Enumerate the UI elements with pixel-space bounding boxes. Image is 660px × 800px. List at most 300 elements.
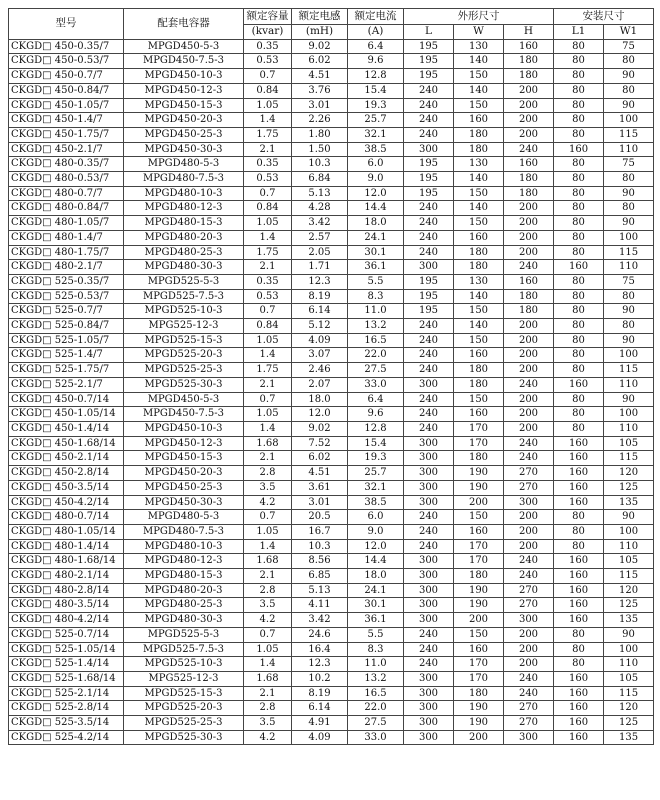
header-current: 额定电流 xyxy=(348,9,404,25)
cell-dim-h: 180 xyxy=(504,304,554,319)
cell-mount-l1: 160 xyxy=(554,686,604,701)
cell-capacitor: MPGD525-20-3 xyxy=(124,701,244,716)
cell-mount-l1: 160 xyxy=(554,701,604,716)
cell-mount-w1: 75 xyxy=(604,274,654,289)
cell-mount-l1: 80 xyxy=(554,642,604,657)
unit-capacity: (kvar) xyxy=(244,25,292,40)
cell-dim-h: 200 xyxy=(504,245,554,260)
cell-dim-w: 180 xyxy=(454,127,504,142)
cell-capacitor: MPGD450-7.5-3 xyxy=(124,54,244,69)
cell-dim-l: 300 xyxy=(404,686,454,701)
cell-model: CKGD□ 450-0.7/14 xyxy=(9,392,124,407)
cell-current: 9.0 xyxy=(348,524,404,539)
cell-model: CKGD□ 525-0.84/7 xyxy=(9,319,124,334)
cell-dim-w: 170 xyxy=(454,671,504,686)
cell-model: CKGD□ 525-4.2/14 xyxy=(9,730,124,745)
cell-mount-w1: 90 xyxy=(604,510,654,525)
cell-mount-l1: 160 xyxy=(554,466,604,481)
cell-capacity: 0.53 xyxy=(244,54,292,69)
table-row xyxy=(9,333,654,348)
cell-capacity: 0.7 xyxy=(244,69,292,84)
cell-dim-w: 160 xyxy=(454,407,504,422)
cell-capacitor: MPGD480-30-3 xyxy=(124,260,244,275)
table-row xyxy=(9,289,654,304)
cell-current: 16.5 xyxy=(348,686,404,701)
cell-dim-w: 130 xyxy=(454,274,504,289)
cell-dim-h: 200 xyxy=(504,421,554,436)
cell-inductance: 3.01 xyxy=(292,98,348,113)
cell-dim-w: 160 xyxy=(454,230,504,245)
cell-model: CKGD□ 480-0.7/7 xyxy=(9,186,124,201)
cell-capacity: 0.53 xyxy=(244,289,292,304)
cell-dim-h: 270 xyxy=(504,716,554,731)
cell-dim-w: 150 xyxy=(454,98,504,113)
cell-mount-w1: 135 xyxy=(604,730,654,745)
cell-mount-l1: 80 xyxy=(554,348,604,363)
cell-capacitor: MPGD480-15-3 xyxy=(124,216,244,231)
cell-dim-l: 195 xyxy=(404,304,454,319)
cell-capacitor: MPGD480-7.5-3 xyxy=(124,172,244,187)
cell-dim-l: 300 xyxy=(404,260,454,275)
cell-capacitor: MPGD450-12-3 xyxy=(124,436,244,451)
cell-mount-w1: 90 xyxy=(604,333,654,348)
cell-dim-h: 240 xyxy=(504,686,554,701)
table-row xyxy=(9,730,654,745)
cell-dim-l: 240 xyxy=(404,363,454,378)
cell-capacity: 3.5 xyxy=(244,480,292,495)
table-row xyxy=(9,69,654,84)
cell-dim-h: 200 xyxy=(504,230,554,245)
cell-capacitor: MPGD450-5-3 xyxy=(124,39,244,54)
cell-inductance: 4.28 xyxy=(292,201,348,216)
cell-model: CKGD□ 450-0.7/7 xyxy=(9,69,124,84)
table-row xyxy=(9,274,654,289)
table-row xyxy=(9,363,654,378)
cell-model: CKGD□ 450-0.84/7 xyxy=(9,83,124,98)
cell-mount-l1: 80 xyxy=(554,363,604,378)
cell-capacity: 0.84 xyxy=(244,83,292,98)
cell-inductance: 9.02 xyxy=(292,421,348,436)
cell-dim-w: 140 xyxy=(454,54,504,69)
cell-dim-w: 140 xyxy=(454,289,504,304)
cell-dim-w: 150 xyxy=(454,304,504,319)
cell-capacity: 0.7 xyxy=(244,186,292,201)
cell-mount-w1: 90 xyxy=(604,627,654,642)
cell-mount-l1: 80 xyxy=(554,407,604,422)
cell-mount-w1: 110 xyxy=(604,539,654,554)
table-header xyxy=(9,9,654,40)
cell-mount-l1: 80 xyxy=(554,83,604,98)
header-inductance: 额定电感 xyxy=(292,9,348,25)
cell-dim-h: 200 xyxy=(504,319,554,334)
cell-dim-l: 300 xyxy=(404,613,454,628)
cell-model: CKGD□ 450-1.4/7 xyxy=(9,113,124,128)
cell-inductance: 16.7 xyxy=(292,524,348,539)
cell-capacitor: MPGD450-7.5-3 xyxy=(124,407,244,422)
cell-mount-l1: 160 xyxy=(554,142,604,157)
cell-dim-h: 180 xyxy=(504,69,554,84)
cell-dim-w: 150 xyxy=(454,216,504,231)
cell-dim-h: 200 xyxy=(504,539,554,554)
cell-capacity: 2.8 xyxy=(244,466,292,481)
table-row xyxy=(9,407,654,422)
cell-inductance: 7.52 xyxy=(292,436,348,451)
cell-mount-l1: 80 xyxy=(554,172,604,187)
cell-mount-l1: 80 xyxy=(554,289,604,304)
table-row xyxy=(9,377,654,392)
cell-dim-l: 240 xyxy=(404,421,454,436)
header-mounting: 安装尺寸 xyxy=(554,9,654,25)
cell-dim-w: 130 xyxy=(454,39,504,54)
table-row xyxy=(9,627,654,642)
cell-inductance: 8.56 xyxy=(292,554,348,569)
table-row xyxy=(9,495,654,510)
header-mount-w1: W1 xyxy=(604,25,654,40)
cell-dim-w: 190 xyxy=(454,598,504,613)
table-row xyxy=(9,201,654,216)
cell-dim-w: 140 xyxy=(454,172,504,187)
cell-mount-w1: 100 xyxy=(604,230,654,245)
cell-current: 16.5 xyxy=(348,333,404,348)
cell-mount-w1: 80 xyxy=(604,172,654,187)
cell-dim-w: 140 xyxy=(454,201,504,216)
cell-model: CKGD□ 480-1.4/7 xyxy=(9,230,124,245)
cell-dim-l: 300 xyxy=(404,495,454,510)
cell-capacity: 1.68 xyxy=(244,554,292,569)
cell-current: 9.6 xyxy=(348,54,404,69)
cell-dim-h: 200 xyxy=(504,627,554,642)
cell-dim-w: 190 xyxy=(454,701,504,716)
cell-mount-l1: 80 xyxy=(554,421,604,436)
cell-capacitor: MPGD450-15-3 xyxy=(124,98,244,113)
cell-capacitor: MPGD450-5-3 xyxy=(124,392,244,407)
cell-capacitor: MPGD450-30-3 xyxy=(124,495,244,510)
cell-model: CKGD□ 480-1.68/14 xyxy=(9,554,124,569)
table-row xyxy=(9,569,654,584)
cell-mount-w1: 110 xyxy=(604,260,654,275)
cell-dim-h: 270 xyxy=(504,701,554,716)
cell-inductance: 9.02 xyxy=(292,39,348,54)
cell-inductance: 2.05 xyxy=(292,245,348,260)
cell-mount-w1: 100 xyxy=(604,113,654,128)
cell-capacitor: MPGD480-12-3 xyxy=(124,201,244,216)
cell-model: CKGD□ 450-1.4/14 xyxy=(9,421,124,436)
header-capacitor: 配套电容器 xyxy=(124,9,244,40)
cell-model: CKGD□ 525-1.05/14 xyxy=(9,642,124,657)
cell-mount-w1: 80 xyxy=(604,83,654,98)
cell-model: CKGD□ 525-2.8/14 xyxy=(9,701,124,716)
cell-inductance: 24.6 xyxy=(292,627,348,642)
cell-inductance: 5.13 xyxy=(292,583,348,598)
cell-mount-l1: 80 xyxy=(554,157,604,172)
cell-dim-l: 195 xyxy=(404,172,454,187)
cell-current: 12.8 xyxy=(348,421,404,436)
cell-capacity: 1.4 xyxy=(244,113,292,128)
cell-current: 13.2 xyxy=(348,671,404,686)
cell-capacitor: MPGD525-30-3 xyxy=(124,730,244,745)
cell-current: 6.0 xyxy=(348,510,404,525)
cell-mount-w1: 115 xyxy=(604,451,654,466)
cell-mount-w1: 100 xyxy=(604,348,654,363)
cell-current: 38.5 xyxy=(348,142,404,157)
cell-mount-w1: 75 xyxy=(604,39,654,54)
cell-inductance: 12.0 xyxy=(292,407,348,422)
cell-model: CKGD□ 480-1.75/7 xyxy=(9,245,124,260)
cell-mount-w1: 135 xyxy=(604,613,654,628)
cell-capacity: 2.1 xyxy=(244,451,292,466)
cell-dim-h: 200 xyxy=(504,524,554,539)
cell-capacity: 0.35 xyxy=(244,39,292,54)
cell-dim-h: 200 xyxy=(504,201,554,216)
cell-dim-w: 150 xyxy=(454,333,504,348)
cell-mount-w1: 105 xyxy=(604,436,654,451)
cell-capacitor: MPGD525-7.5-3 xyxy=(124,289,244,304)
table-row xyxy=(9,539,654,554)
cell-capacity: 1.4 xyxy=(244,539,292,554)
cell-dim-l: 300 xyxy=(404,569,454,584)
cell-capacity: 0.7 xyxy=(244,627,292,642)
cell-mount-l1: 80 xyxy=(554,201,604,216)
cell-mount-l1: 80 xyxy=(554,54,604,69)
cell-mount-w1: 90 xyxy=(604,216,654,231)
cell-mount-l1: 160 xyxy=(554,451,604,466)
cell-inductance: 12.3 xyxy=(292,274,348,289)
table-row xyxy=(9,319,654,334)
cell-mount-w1: 115 xyxy=(604,569,654,584)
table-row xyxy=(9,54,654,69)
cell-dim-l: 240 xyxy=(404,98,454,113)
cell-dim-w: 170 xyxy=(454,421,504,436)
cell-mount-w1: 80 xyxy=(604,289,654,304)
cell-mount-w1: 125 xyxy=(604,598,654,613)
cell-current: 25.7 xyxy=(348,113,404,128)
table-row xyxy=(9,142,654,157)
cell-inductance: 6.14 xyxy=(292,701,348,716)
cell-model: CKGD□ 525-1.4/7 xyxy=(9,348,124,363)
cell-dim-l: 195 xyxy=(404,274,454,289)
cell-current: 19.3 xyxy=(348,98,404,113)
cell-dim-l: 300 xyxy=(404,377,454,392)
cell-current: 30.1 xyxy=(348,245,404,260)
cell-capacitor: MPG525-12-3 xyxy=(124,319,244,334)
cell-capacity: 1.05 xyxy=(244,98,292,113)
cell-capacitor: MPGD480-5-3 xyxy=(124,510,244,525)
cell-dim-l: 300 xyxy=(404,554,454,569)
cell-dim-l: 195 xyxy=(404,39,454,54)
table-row xyxy=(9,421,654,436)
cell-dim-w: 150 xyxy=(454,510,504,525)
cell-current: 6.0 xyxy=(348,157,404,172)
cell-dim-w: 200 xyxy=(454,730,504,745)
table-row xyxy=(9,466,654,481)
cell-dim-l: 240 xyxy=(404,657,454,672)
cell-current: 5.5 xyxy=(348,274,404,289)
cell-mount-l1: 80 xyxy=(554,245,604,260)
cell-capacitor: MPGD525-20-3 xyxy=(124,348,244,363)
cell-dim-l: 195 xyxy=(404,69,454,84)
cell-mount-w1: 80 xyxy=(604,54,654,69)
cell-mount-w1: 125 xyxy=(604,716,654,731)
cell-dim-w: 150 xyxy=(454,392,504,407)
cell-inductance: 6.84 xyxy=(292,172,348,187)
cell-current: 12.0 xyxy=(348,186,404,201)
cell-mount-l1: 160 xyxy=(554,554,604,569)
cell-capacitor: MPGD450-20-3 xyxy=(124,113,244,128)
cell-mount-w1: 90 xyxy=(604,186,654,201)
cell-model: CKGD□ 480-0.84/7 xyxy=(9,201,124,216)
cell-dim-w: 140 xyxy=(454,83,504,98)
cell-mount-w1: 115 xyxy=(604,127,654,142)
cell-model: CKGD□ 450-1.68/14 xyxy=(9,436,124,451)
cell-mount-l1: 160 xyxy=(554,377,604,392)
cell-mount-w1: 110 xyxy=(604,142,654,157)
cell-mount-l1: 160 xyxy=(554,480,604,495)
cell-dim-h: 200 xyxy=(504,333,554,348)
cell-current: 22.0 xyxy=(348,348,404,363)
header-mount-l1: L1 xyxy=(554,25,604,40)
cell-mount-l1: 80 xyxy=(554,127,604,142)
table-row xyxy=(9,304,654,319)
cell-inductance: 10.3 xyxy=(292,539,348,554)
cell-dim-h: 200 xyxy=(504,348,554,363)
cell-dim-h: 200 xyxy=(504,363,554,378)
cell-dim-w: 190 xyxy=(454,583,504,598)
cell-capacitor: MPGD480-5-3 xyxy=(124,157,244,172)
table-row xyxy=(9,510,654,525)
cell-current: 33.0 xyxy=(348,730,404,745)
cell-dim-h: 240 xyxy=(504,671,554,686)
cell-capacity: 2.8 xyxy=(244,701,292,716)
cell-dim-w: 150 xyxy=(454,627,504,642)
cell-dim-h: 160 xyxy=(504,157,554,172)
cell-mount-l1: 80 xyxy=(554,39,604,54)
cell-dim-l: 300 xyxy=(404,142,454,157)
cell-mount-w1: 75 xyxy=(604,157,654,172)
cell-capacitor: MPGD450-10-3 xyxy=(124,421,244,436)
cell-capacitor: MPG525-12-3 xyxy=(124,671,244,686)
cell-inductance: 2.57 xyxy=(292,230,348,245)
cell-mount-l1: 80 xyxy=(554,98,604,113)
cell-dim-w: 190 xyxy=(454,716,504,731)
cell-capacity: 1.05 xyxy=(244,333,292,348)
cell-model: CKGD□ 525-2.1/14 xyxy=(9,686,124,701)
cell-mount-l1: 160 xyxy=(554,671,604,686)
cell-dim-w: 180 xyxy=(454,569,504,584)
cell-dim-l: 240 xyxy=(404,627,454,642)
cell-mount-l1: 80 xyxy=(554,69,604,84)
cell-inductance: 1.71 xyxy=(292,260,348,275)
cell-capacitor: MPGD525-5-3 xyxy=(124,274,244,289)
cell-model: CKGD□ 525-0.7/7 xyxy=(9,304,124,319)
cell-dim-h: 200 xyxy=(504,83,554,98)
cell-capacitor: MPGD450-20-3 xyxy=(124,466,244,481)
cell-mount-w1: 115 xyxy=(604,686,654,701)
cell-dim-h: 300 xyxy=(504,495,554,510)
cell-inductance: 3.07 xyxy=(292,348,348,363)
cell-mount-l1: 160 xyxy=(554,716,604,731)
cell-dim-w: 180 xyxy=(454,260,504,275)
cell-capacity: 4.2 xyxy=(244,495,292,510)
cell-current: 8.3 xyxy=(348,289,404,304)
cell-capacitor: MPGD480-25-3 xyxy=(124,598,244,613)
cell-mount-w1: 90 xyxy=(604,304,654,319)
cell-capacitor: MPGD450-12-3 xyxy=(124,83,244,98)
cell-dim-l: 240 xyxy=(404,392,454,407)
cell-model: CKGD□ 450-2.1/7 xyxy=(9,142,124,157)
table-row xyxy=(9,216,654,231)
table-row xyxy=(9,613,654,628)
cell-capacity: 4.2 xyxy=(244,613,292,628)
cell-capacitor: MPGD480-7.5-3 xyxy=(124,524,244,539)
cell-inductance: 8.19 xyxy=(292,289,348,304)
cell-capacitor: MPGD480-12-3 xyxy=(124,554,244,569)
cell-dim-w: 160 xyxy=(454,113,504,128)
cell-model: CKGD□ 480-1.4/14 xyxy=(9,539,124,554)
cell-dim-h: 300 xyxy=(504,730,554,745)
cell-dim-w: 160 xyxy=(454,642,504,657)
cell-dim-h: 160 xyxy=(504,39,554,54)
cell-current: 6.4 xyxy=(348,392,404,407)
table-row xyxy=(9,186,654,201)
cell-current: 14.4 xyxy=(348,554,404,569)
cell-capacitor: MPGD480-20-3 xyxy=(124,230,244,245)
cell-model: CKGD□ 480-0.7/14 xyxy=(9,510,124,525)
cell-current: 32.1 xyxy=(348,480,404,495)
cell-current: 13.2 xyxy=(348,319,404,334)
cell-dim-l: 240 xyxy=(404,245,454,260)
cell-capacitor: MPGD450-25-3 xyxy=(124,127,244,142)
header-dim-l: L xyxy=(404,25,454,40)
cell-current: 9.0 xyxy=(348,172,404,187)
cell-mount-w1: 90 xyxy=(604,98,654,113)
cell-mount-w1: 110 xyxy=(604,377,654,392)
cell-mount-l1: 160 xyxy=(554,583,604,598)
table-row xyxy=(9,642,654,657)
cell-dim-w: 170 xyxy=(454,657,504,672)
cell-dim-w: 170 xyxy=(454,539,504,554)
cell-inductance: 18.0 xyxy=(292,392,348,407)
cell-inductance: 10.3 xyxy=(292,157,348,172)
cell-inductance: 3.61 xyxy=(292,480,348,495)
cell-dim-h: 200 xyxy=(504,216,554,231)
cell-current: 12.8 xyxy=(348,69,404,84)
cell-capacity: 3.5 xyxy=(244,716,292,731)
cell-current: 22.0 xyxy=(348,701,404,716)
cell-dim-h: 180 xyxy=(504,186,554,201)
cell-inductance: 20.5 xyxy=(292,510,348,525)
table-row xyxy=(9,716,654,731)
cell-dim-w: 190 xyxy=(454,480,504,495)
table-row xyxy=(9,701,654,716)
cell-capacity: 2.1 xyxy=(244,569,292,584)
cell-model: CKGD□ 450-0.35/7 xyxy=(9,39,124,54)
cell-dim-w: 170 xyxy=(454,436,504,451)
table-row xyxy=(9,392,654,407)
cell-inductance: 6.85 xyxy=(292,569,348,584)
table-row xyxy=(9,671,654,686)
cell-current: 36.1 xyxy=(348,260,404,275)
cell-dim-h: 180 xyxy=(504,172,554,187)
cell-inductance: 6.14 xyxy=(292,304,348,319)
cell-dim-l: 240 xyxy=(404,230,454,245)
cell-current: 24.1 xyxy=(348,230,404,245)
cell-dim-w: 160 xyxy=(454,348,504,363)
cell-mount-w1: 100 xyxy=(604,642,654,657)
cell-dim-h: 240 xyxy=(504,554,554,569)
cell-current: 32.1 xyxy=(348,127,404,142)
cell-inductance: 3.01 xyxy=(292,495,348,510)
table-row xyxy=(9,113,654,128)
